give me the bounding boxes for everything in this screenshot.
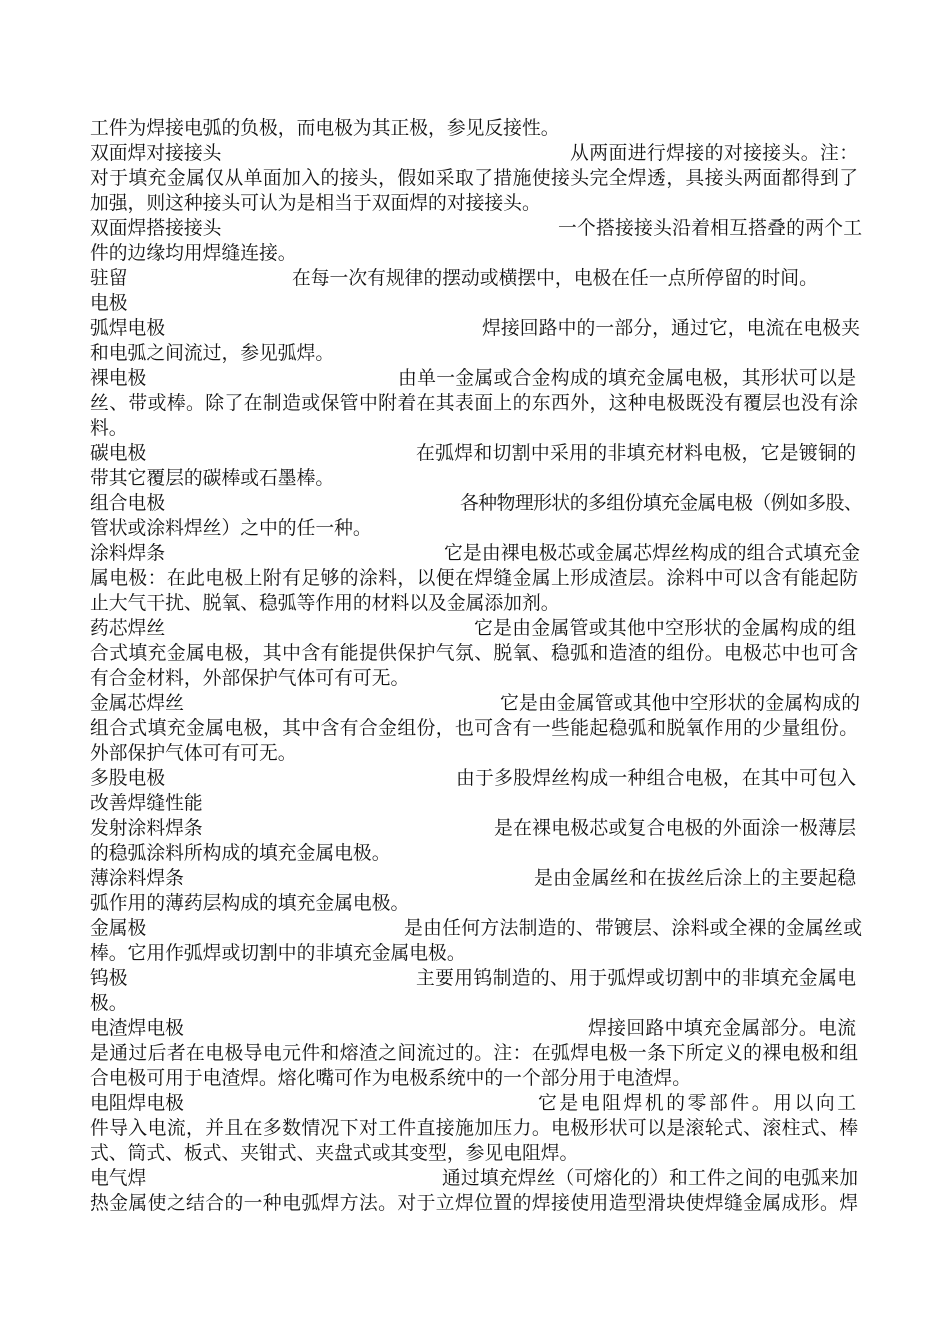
term-label: 组合电极 <box>90 493 166 514</box>
paragraph-text: 改善焊缝性能 <box>90 793 203 814</box>
glossary-entry <box>0 691 950 716</box>
paragraph-text: 管状或涂料焊丝）之中的任一种。 <box>90 518 372 539</box>
glossary-entry <box>0 141 950 166</box>
text-line <box>0 241 950 266</box>
term-label: 驻留 <box>90 268 128 289</box>
paragraph-text: 热金属使之结合的一种电弧焊方法。对于立焊位置的焊接使用造型滑块使焊缝金属成形。焊 <box>90 1193 858 1214</box>
text-line <box>0 891 950 916</box>
text-line <box>0 391 950 416</box>
text-line <box>0 741 950 766</box>
term-label: 涂料焊条 <box>90 543 166 564</box>
definition-text: 由于多股焊丝构成一种组合电极，在其中可包入 <box>456 768 856 789</box>
glossary-entry <box>0 266 950 291</box>
section-heading <box>0 291 950 316</box>
paragraph-text: 合电极可用于电渣焊。熔化嘴可作为电极系统中的一个部分用于电渣焊。 <box>90 1068 691 1089</box>
glossary-entry <box>0 1016 950 1041</box>
glossary-entry <box>0 1166 950 1191</box>
paragraph-text: 料。 <box>90 418 128 439</box>
glossary-entry <box>0 616 950 641</box>
term-label: 药芯焊丝 <box>90 618 166 639</box>
term-label: 双面焊搭接接头 <box>90 218 222 239</box>
definition-text: 主要用钨制造的、用于弧焊或切割中的非填充金属电 <box>416 968 856 989</box>
text-line <box>0 1116 950 1141</box>
term-label: 裸电极 <box>90 368 147 389</box>
definition-text: 由单一金属或合金构成的填充金属电极，其形状可以是 <box>398 368 856 389</box>
term-label: 电阻焊电极 <box>90 1093 184 1114</box>
term-label: 电渣焊电极 <box>90 1018 184 1039</box>
text-line <box>0 1141 950 1166</box>
text-line <box>0 341 950 366</box>
definition-text: 它是电阻焊机的零部件。用以向工 <box>538 1093 856 1114</box>
term-label: 双面焊对接接头 <box>90 143 222 164</box>
definition-text: 在弧焊和切割中采用的非填充材料电极，它是镀铜的 <box>416 443 856 464</box>
paragraph-text: 工件为焊接电弧的负极，而电极为其正极，参见反接性。 <box>90 118 560 139</box>
text-line <box>0 1041 950 1066</box>
glossary-entry <box>0 366 950 391</box>
definition-text: 各种物理形状的多组份填充金属电极（例如多股、 <box>460 493 862 514</box>
paragraph-text: 棒。它用作弧焊或切割中的非填充金属电极。 <box>90 943 466 964</box>
term-label: 电气焊 <box>90 1168 147 1189</box>
glossary-entry <box>0 916 950 941</box>
text-line <box>0 841 950 866</box>
paragraph-text: 件的边缘均用焊缝连接。 <box>90 243 297 264</box>
paragraph-text: 是通过后者在电极导电元件和熔渣之间流过的。注：在弧焊电极一条下所定义的裸电极和组 <box>90 1043 858 1064</box>
definition-text: 一个搭接接头沿着相互搭叠的两个工 <box>558 218 862 239</box>
definition-text: 是在裸电极芯或复合电极的外面涂一极薄层 <box>494 818 856 839</box>
text-line <box>0 466 950 491</box>
definition-text: 是由任何方法制造的、带镀层、涂料或全裸的金属丝或 <box>404 918 862 939</box>
definition-text: 它是由金属管或其他中空形状的金属构成的 <box>500 693 860 714</box>
text-line <box>0 1191 950 1216</box>
paragraph-text: 有合金材料，外部保护气体可有可无。 <box>90 668 410 689</box>
text-line <box>0 516 950 541</box>
text-line <box>0 641 950 666</box>
glossary-entry <box>0 766 950 791</box>
paragraph-text: 合式填充金属电极，其中含有能提供保护气氛、脱氧、稳弧和造渣的组份。电极芯中也可含 <box>90 643 858 664</box>
definition-text: 焊接回路中的一部分，通过它，电流在电极夹 <box>482 318 860 339</box>
paragraph-text: 组合式填充金属电极，其中含有合金组份，也可含有一些能起稳弧和脱氧作用的少量组份。 <box>90 718 858 739</box>
text-line <box>0 166 950 191</box>
definition-text: 从两面进行焊接的对接接头。注： <box>570 143 858 164</box>
glossary-entry <box>0 1091 950 1116</box>
glossary-entry <box>0 316 950 341</box>
text-line <box>0 416 950 441</box>
term-label: 发射涂料焊条 <box>90 818 203 839</box>
paragraph-text: 属电极：在此电极上附有足够的涂料，以便在焊缝金属上形成渣层。涂料中可以含有能起防 <box>90 568 858 589</box>
paragraph-text: 的稳弧涂料所构成的填充金属电极。 <box>90 843 391 864</box>
text-line <box>0 666 950 691</box>
paragraph-text: 和电弧之间流过，参见弧焊。 <box>90 343 335 364</box>
paragraph-text: 式、筒式、板式、夹钳式、夹盘式或其变型，参见电阻焊。 <box>90 1143 579 1164</box>
glossary-entry <box>0 541 950 566</box>
text-line <box>0 941 950 966</box>
paragraph-text: 弧作用的薄药层构成的填充金属电极。 <box>90 893 410 914</box>
text-line <box>0 716 950 741</box>
paragraph-text: 外部保护气体可有可无。 <box>90 743 297 764</box>
text-line <box>0 791 950 816</box>
heading-text: 电极 <box>90 293 128 314</box>
text-line <box>0 116 950 141</box>
paragraph-text: 加强，则这种接头可认为是相当于双面焊的对接接头。 <box>90 193 541 214</box>
paragraph-text: 止大气干扰、脱氧、稳弧等作用的材料以及金属添加剂。 <box>90 593 560 614</box>
term-label: 多股电极 <box>90 768 166 789</box>
glossary-entry <box>0 441 950 466</box>
definition-text: 通过填充焊丝（可熔化的）和工件之间的电弧来加 <box>442 1168 858 1189</box>
definition-text: 它是由裸电极芯或金属芯焊丝构成的组合式填充金 <box>444 543 860 564</box>
glossary-entry <box>0 816 950 841</box>
paragraph-text: 极。 <box>90 993 128 1014</box>
glossary-entry <box>0 491 950 516</box>
text-line <box>0 591 950 616</box>
paragraph-text: 对于填充金属仅从单面加入的接头，假如采取了措施使接头完全焊透，具接头两面都得到了 <box>90 168 858 189</box>
text-line <box>0 566 950 591</box>
glossary-entry <box>0 216 950 241</box>
glossary-entry <box>0 966 950 991</box>
term-label: 金属芯焊丝 <box>90 693 184 714</box>
paragraph-text: 件导入电流，并且在多数情况下对工件直接施加压力。电极形状可以是滚轮式、滚柱式、棒 <box>90 1118 858 1139</box>
term-label: 薄涂料焊条 <box>90 868 184 889</box>
definition-text: 它是由金属管或其他中空形状的金属构成的组 <box>474 618 856 639</box>
paragraph-text: 丝、带或棒。除了在制造或保管中附着在其表面上的东西外，这种电极既没有覆层也没有涂 <box>90 393 858 414</box>
glossary-entry <box>0 866 950 891</box>
text-line <box>0 191 950 216</box>
term-label: 碳电极 <box>90 443 147 464</box>
paragraph-text: 带其它覆层的碳棒或石墨棒。 <box>90 468 335 489</box>
text-line <box>0 991 950 1016</box>
term-label: 弧焊电极 <box>90 318 166 339</box>
definition-text: 在每一次有规律的摆动或横摆中，电极在任一点所停留的时间。 <box>292 268 818 289</box>
definition-text: 是由金属丝和在拔丝后涂上的主要起稳 <box>534 868 856 889</box>
definition-text: 焊接回路中填充金属部分。电流 <box>588 1018 856 1039</box>
text-line <box>0 1066 950 1091</box>
term-label: 钨极 <box>90 968 128 989</box>
term-label: 金属极 <box>90 918 147 939</box>
